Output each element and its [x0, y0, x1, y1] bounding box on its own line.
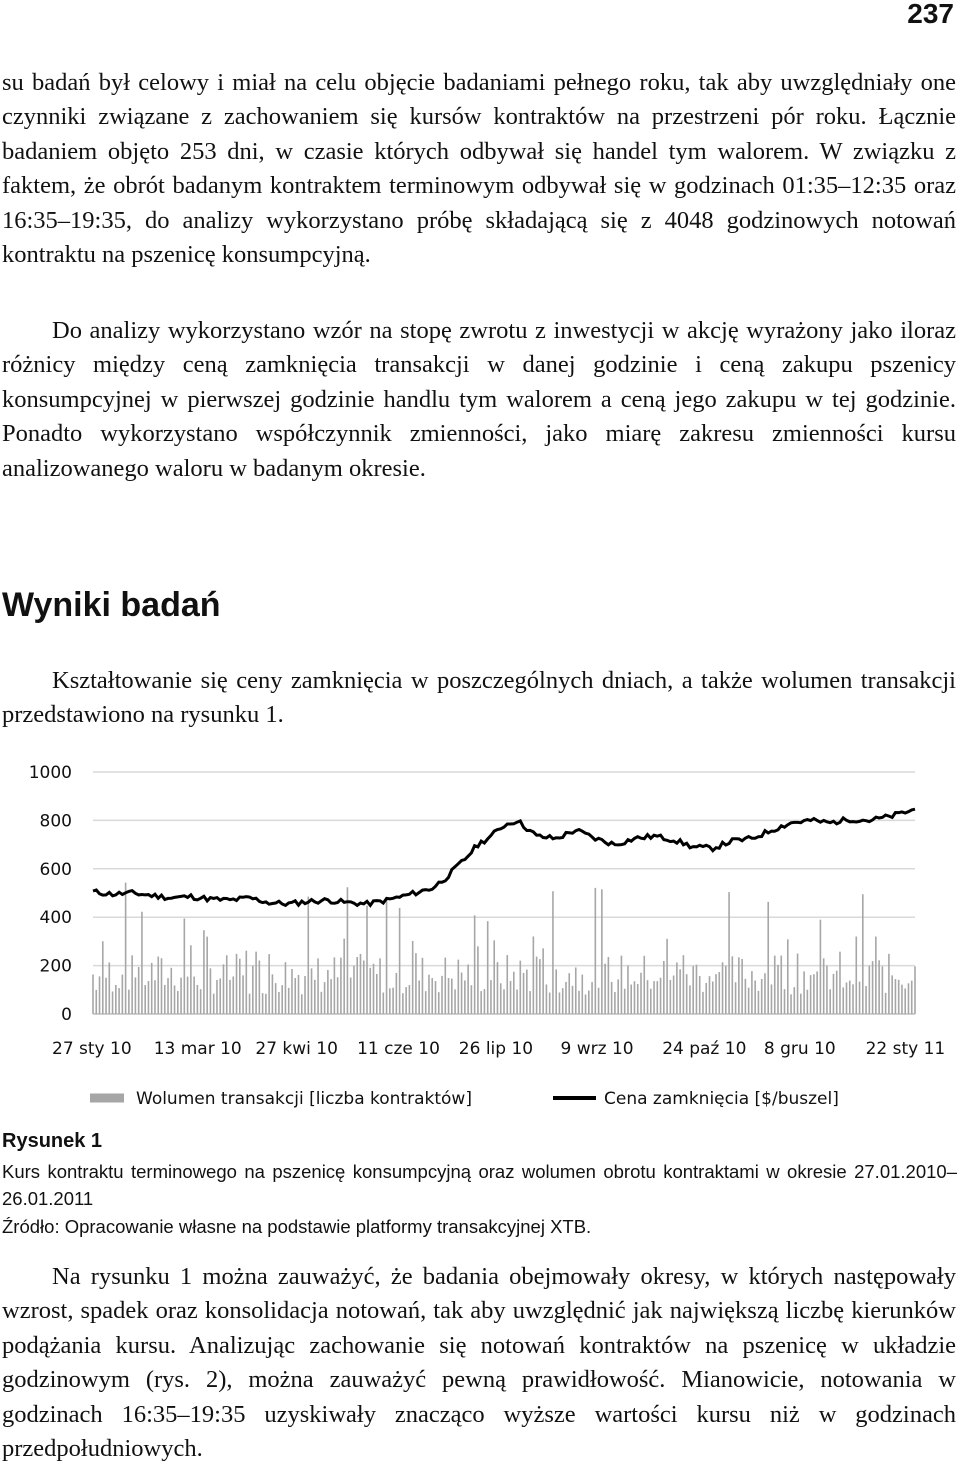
figure-label: Rysunek 1 — [2, 1130, 103, 1152]
x-tick-label: 26 lip 10 — [458, 1039, 534, 1059]
x-tick-label: 13 mar 10 — [153, 1039, 242, 1059]
y-tick-label: 1000 — [28, 763, 72, 783]
x-tick-label: 24 paź 10 — [662, 1039, 747, 1059]
figure-caption: Kurs kontraktu terminowego na pszenicę konsumpcyjną oraz wolumen obrotu kontraktami w okresie 27.01.2010–26.01.2011 — [2, 1161, 957, 1209]
intro-paragraph-2: Do analizy wykorzystano wzór na stopę zwrotu z inwestycji w akcję wyrażony jako iloraz różnicy między ceną zamknięcia transakcji w danej godzinie i ceną zakupu pszenicy konsumpcyjnej w pierwszej godzinie handlu tym walorem a ceną jego zakupu w tej godzinie. Ponadto wykorzystano współczynnik zmienności, jako miarę zakresu zmienności kursu analizowanego waloru w badanym okresie. — [2, 317, 956, 482]
x-tick-label: 11 cze 10 — [357, 1039, 440, 1059]
price-line — [93, 809, 915, 905]
y-tick-label: 400 — [39, 908, 72, 929]
closing-paragraph: Na rysunku 1 można zauważyć, że badania obejmowały okresy, w których następowały wzrost, spadek oraz konsolidacja notowań, tak aby uwzględnić jak największą liczbę kierunków podążania kursu. Analizując zachowanie się notowań kontraktów na pszenicę w układzie godzinowym (rys. 2), można zauważyć pewną prawidłowość. Mianowicie, notowania w godzinach 16:35–19:35 uzyskiwały znacząco wyższe wartości kursu niż w godzinach przedpołudniowych. — [2, 1263, 956, 1463]
x-tick-label: 9 wrz 10 — [560, 1039, 634, 1059]
page-number: 237 — [907, 0, 954, 29]
section-heading: Wyniki badań — [2, 586, 221, 624]
x-axis-ticks — [52, 1039, 945, 1059]
figure-source: Źródło: Opracowanie własne na podstawie platformy transakcyjnej XTB. — [2, 1216, 592, 1237]
y-tick-label: 600 — [39, 859, 72, 880]
intro-paragraph-1: su badań był celowy i miał na celu objęcie badaniami pełnego roku, tak aby uwzględniały one czynniki związane z zachowaniem się kursów kontraktów na przestrzeni pór roku. Łącznie badaniem objęto 253 dni, w czasie których odbywał się handel tym walorem. W związku z faktem, że obrót badanym kontraktem terminowym odbywał się w godzinach 01:35–12:35 oraz 16:35–19:35, do analizy wykorzystano próbę składającą się z 4048 godzinowych notowań kontraktu na pszenicę konsumpcyjną. — [2, 69, 956, 269]
legend-price-label: Cena zamknięcia [$/buszel] — [604, 1089, 839, 1109]
y-tick-label: 800 — [39, 811, 72, 832]
x-tick-label: 27 sty 10 — [52, 1039, 132, 1059]
chart-legend — [90, 1089, 839, 1109]
y-tick-label: 200 — [39, 956, 72, 977]
x-tick-label: 27 kwi 10 — [255, 1039, 338, 1059]
volume-bars — [93, 883, 915, 1014]
y-tick-label: 0 — [61, 1005, 72, 1025]
price-volume-chart — [0, 755, 960, 1125]
legend-volume-label: Wolumen transakcji [liczba kontraktów] — [136, 1089, 472, 1109]
x-tick-label: 8 gru 10 — [763, 1039, 836, 1059]
x-tick-label: 22 sty 11 — [865, 1039, 946, 1059]
chart-grid — [93, 772, 915, 1014]
results-intro-paragraph: Kształtowanie się ceny zamknięcia w poszczególnych dniach, a także wolumen transakcji przedstawiono na rysunku 1. — [2, 667, 956, 729]
y-axis-ticks — [29, 763, 72, 1025]
